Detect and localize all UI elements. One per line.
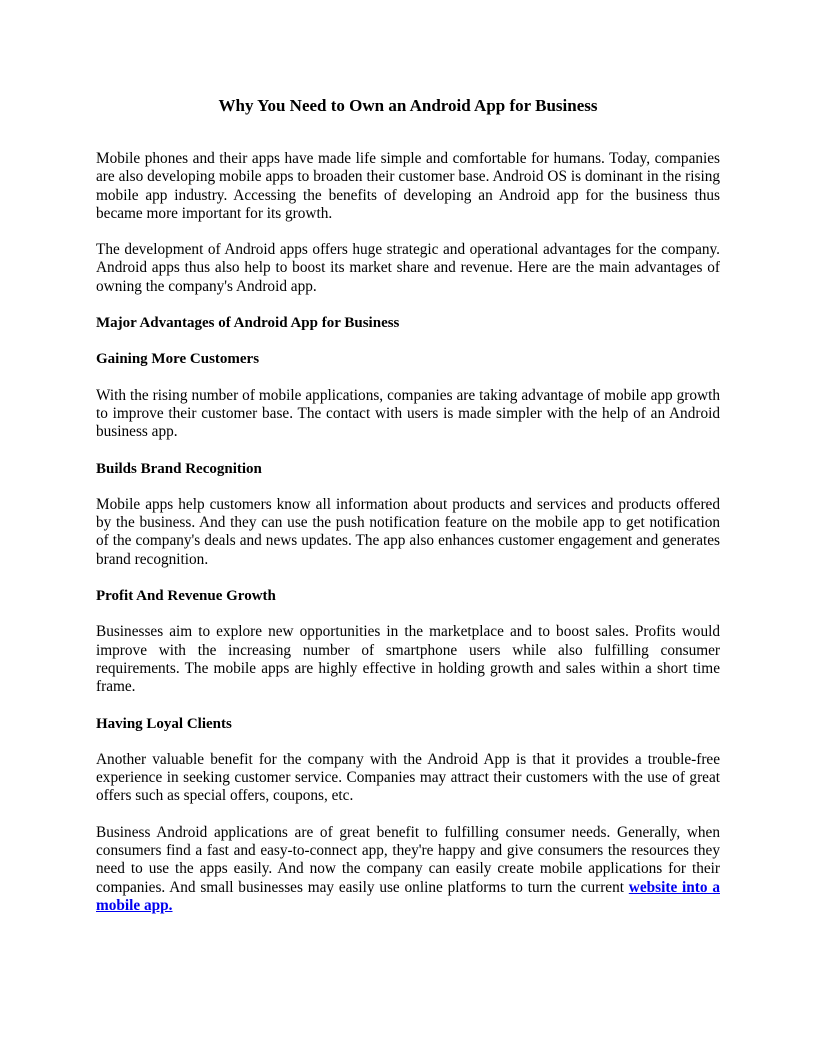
closing-text: Business Android applications are of great benefit to fulfilling consumer needs. Generally, when consumers find a fast and easy-to-connect app, they're happy and give consumers the resources they need to use the apps easily. And now the company can easily create mobile applications for their companies. And small businesses may easily use online platforms to turn the current bbox=[96, 823, 720, 896]
section-text-gaining-customers: With the rising number of mobile applications, companies are taking advantage of mobile app growth to improve their customer base. The contact with users is made simpler with the help of an Android business app. bbox=[96, 386, 720, 441]
closing-paragraph bbox=[96, 824, 720, 915]
page-title: Why You Need to Own an Android App for Business bbox=[218, 96, 598, 115]
section-heading-brand-recognition: Builds Brand Recognition bbox=[96, 460, 262, 477]
intro-paragraph-1: Mobile phones and their apps have made life simple and comfortable for humans. Today, companies are also developing mobile apps to broaden their customer base. Android OS is dominant in the rising mobile app industry. Accessing the benefits of developing an Android app for the business thus became more important for its growth. bbox=[96, 150, 720, 222]
section-heading-gaining-customers: Gaining More Customers bbox=[96, 351, 260, 368]
document-body bbox=[96, 150, 720, 933]
website-to-app-link[interactable]: website into a mobile app. bbox=[96, 878, 720, 914]
section-text-profit-revenue: Businesses aim to explore new opportunities in the marketplace and to boost sales. Profits would improve with the increasing number of smartphone users while also fulfilling consumer requirements. The mobile apps are highly effective in holding growth and sales within a short time frame. bbox=[96, 623, 720, 696]
intro-paragraph-2: The development of Android apps offers huge strategic and operational advantages for the company. Android apps thus also help to boost its market share and revenue. Here are the main advantages of owning the company's Android app. bbox=[96, 241, 720, 295]
section-text-loyal-clients: Another valuable benefit for the company with the Android App is that it provides a trouble-free experience in seeking customer service. Companies may attract their customers with the use of great offers such as special offers, coupons, etc. bbox=[96, 750, 720, 805]
section-heading-loyal-clients: Having Loyal Clients bbox=[96, 715, 232, 732]
section-heading-profit-revenue: Profit And Revenue Growth bbox=[96, 588, 276, 605]
section-text-brand-recognition: Mobile apps help customers know all information about products and services and products offered by the business. And they can use the push notification feature on the mobile app to get notification of the company's deals and news updates. The app also enhances customer engagement and generates brand recognition. bbox=[96, 495, 720, 568]
major-advantages-heading: Major Advantages of Android App for Business bbox=[96, 315, 400, 332]
